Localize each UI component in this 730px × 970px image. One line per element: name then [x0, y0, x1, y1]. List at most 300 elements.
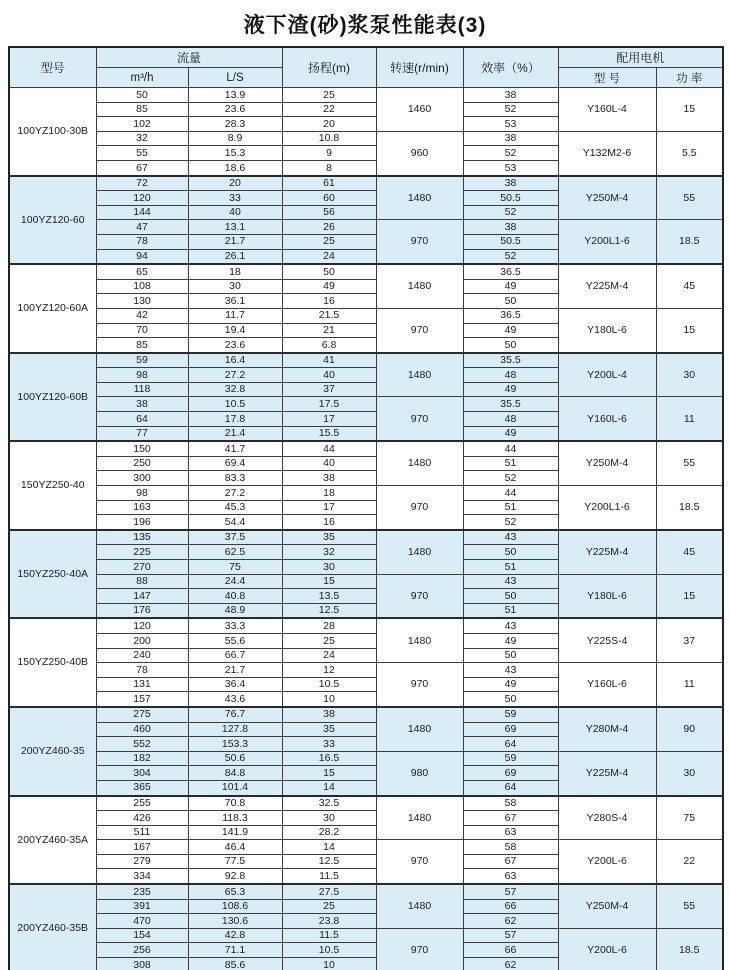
table-row — [9, 220, 723, 235]
cell-efficiency: 51 — [463, 456, 558, 471]
cell-flow-ls: 18 — [188, 264, 282, 279]
cell-speed: 970 — [376, 574, 463, 618]
cell-efficiency: 35.5 — [463, 397, 558, 412]
cell-flow-m3h: 275 — [96, 707, 188, 722]
cell-motor-power: 15 — [656, 308, 723, 352]
cell-head: 8 — [282, 160, 376, 175]
cell-head: 28.2 — [282, 825, 376, 840]
cell-flow-ls: 75 — [188, 560, 282, 575]
cell-motor-model: Y280M-4 — [558, 707, 656, 751]
header-row-1 — [9, 47, 723, 68]
cell-head: 12.5 — [282, 854, 376, 869]
cell-efficiency: 36.5 — [463, 308, 558, 323]
cell-flow-m3h: 144 — [96, 205, 188, 220]
cell-flow-ls: 21.4 — [188, 426, 282, 441]
cell-efficiency: 50 — [463, 692, 558, 707]
cell-head: 16.5 — [282, 751, 376, 766]
cell-flow-m3h: 235 — [96, 884, 188, 899]
cell-flow-ls: 55.6 — [188, 633, 282, 648]
cell-head: 35 — [282, 530, 376, 545]
cell-flow-m3h: 47 — [96, 220, 188, 235]
cell-flow-ls: 69.4 — [188, 456, 282, 471]
table-row — [9, 707, 723, 722]
cell-flow-m3h: 38 — [96, 397, 188, 412]
col-header-motor-power: 功 率 — [656, 68, 723, 88]
cell-efficiency: 52 — [463, 471, 558, 486]
cell-flow-m3h: 308 — [96, 958, 188, 970]
cell-efficiency: 69 — [463, 766, 558, 781]
cell-flow-m3h: 72 — [96, 176, 188, 191]
cell-flow-m3h: 50 — [96, 88, 188, 103]
col-header-motor-model: 型 号 — [558, 68, 656, 88]
cell-motor-power: 18.5 — [656, 486, 723, 530]
cell-flow-ls: 70.8 — [188, 796, 282, 811]
cell-head: 10.8 — [282, 131, 376, 146]
cell-head: 6.8 — [282, 338, 376, 353]
cell-head: 15.5 — [282, 426, 376, 441]
cell-flow-ls: 41.7 — [188, 441, 282, 456]
cell-efficiency: 50.5 — [463, 191, 558, 206]
cell-efficiency: 66 — [463, 899, 558, 914]
cell-motor-model: Y160L-6 — [558, 663, 656, 707]
cell-speed: 970 — [376, 486, 463, 530]
cell-flow-m3h: 108 — [96, 279, 188, 294]
cell-flow-m3h: 426 — [96, 811, 188, 826]
col-header-flow-m3h: m³/h — [96, 68, 188, 88]
cell-head: 18 — [282, 486, 376, 501]
cell-flow-m3h: 552 — [96, 737, 188, 752]
table-row — [9, 397, 723, 412]
cell-efficiency: 43 — [463, 663, 558, 678]
cell-flow-ls: 36.4 — [188, 677, 282, 692]
cell-flow-m3h: 154 — [96, 928, 188, 943]
cell-flow-ls: 141.9 — [188, 825, 282, 840]
table-body — [9, 88, 723, 970]
cell-speed: 1480 — [376, 707, 463, 751]
cell-efficiency: 49 — [463, 633, 558, 648]
col-header-flow: 流量 — [96, 47, 282, 68]
cell-efficiency: 52 — [463, 102, 558, 117]
cell-efficiency: 49 — [463, 382, 558, 397]
cell-efficiency: 52 — [463, 205, 558, 220]
cell-head: 56 — [282, 205, 376, 220]
cell-head: 22 — [282, 102, 376, 117]
cell-efficiency: 53 — [463, 160, 558, 175]
cell-flow-ls: 127.8 — [188, 722, 282, 737]
cell-motor-model: Y250M-4 — [558, 176, 656, 220]
cell-flow-m3h: 391 — [96, 899, 188, 914]
cell-efficiency: 66 — [463, 943, 558, 958]
cell-head: 10 — [282, 692, 376, 707]
cell-flow-m3h: 64 — [96, 412, 188, 427]
cell-efficiency: 49 — [463, 279, 558, 294]
cell-head: 21 — [282, 323, 376, 338]
cell-efficiency: 48 — [463, 412, 558, 427]
table-row — [9, 486, 723, 501]
cell-head: 38 — [282, 471, 376, 486]
cell-speed: 1480 — [376, 264, 463, 308]
cell-flow-m3h: 256 — [96, 943, 188, 958]
cell-speed: 1480 — [376, 884, 463, 928]
cell-efficiency: 58 — [463, 840, 558, 855]
cell-flow-m3h: 196 — [96, 515, 188, 530]
cell-speed: 1480 — [376, 530, 463, 574]
cell-motor-power: 45 — [656, 264, 723, 308]
cell-flow-ls: 43.6 — [188, 692, 282, 707]
cell-flow-m3h: 334 — [96, 869, 188, 884]
cell-efficiency: 62 — [463, 958, 558, 970]
cell-motor-model: Y160L-4 — [558, 88, 656, 132]
cell-head: 13.5 — [282, 589, 376, 604]
cell-speed: 1480 — [376, 441, 463, 485]
table-row — [9, 176, 723, 191]
cell-flow-m3h: 167 — [96, 840, 188, 855]
cell-motor-power: 15 — [656, 574, 723, 618]
cell-flow-ls: 21.7 — [188, 234, 282, 249]
cell-flow-ls: 24.4 — [188, 574, 282, 589]
cell-head: 17 — [282, 412, 376, 427]
col-header-motor: 配用电机 — [558, 47, 723, 68]
cell-efficiency: 38 — [463, 220, 558, 235]
cell-motor-power: 90 — [656, 707, 723, 751]
col-header-model: 型号 — [9, 47, 96, 88]
cell-efficiency: 59 — [463, 707, 558, 722]
cell-motor-model: Y180L-6 — [558, 308, 656, 352]
cell-flow-m3h: 163 — [96, 500, 188, 515]
cell-flow-ls: 77.5 — [188, 854, 282, 869]
cell-motor-model: Y132M2-6 — [558, 131, 656, 175]
cell-flow-ls: 66.7 — [188, 648, 282, 663]
cell-head: 17.5 — [282, 397, 376, 412]
cell-flow-ls: 101.4 — [188, 780, 282, 795]
cell-efficiency: 50 — [463, 545, 558, 560]
cell-efficiency: 38 — [463, 131, 558, 146]
cell-speed: 970 — [376, 663, 463, 707]
col-header-head: 扬程(m) — [282, 47, 376, 88]
cell-motor-power: 37 — [656, 618, 723, 662]
cell-head: 35 — [282, 722, 376, 737]
table-row — [9, 618, 723, 633]
cell-head: 50 — [282, 264, 376, 279]
cell-speed: 970 — [376, 220, 463, 264]
cell-efficiency: 57 — [463, 928, 558, 943]
cell-efficiency: 49 — [463, 426, 558, 441]
cell-flow-ls: 83.3 — [188, 471, 282, 486]
table-row — [9, 663, 723, 678]
table-row — [9, 530, 723, 545]
cell-speed: 1460 — [376, 88, 463, 132]
cell-flow-ls: 37.5 — [188, 530, 282, 545]
cell-flow-m3h: 120 — [96, 191, 188, 206]
table-row — [9, 928, 723, 943]
cell-motor-power: 22 — [656, 840, 723, 884]
cell-head: 44 — [282, 441, 376, 456]
cell-head: 40 — [282, 368, 376, 383]
cell-flow-m3h: 300 — [96, 471, 188, 486]
cell-head: 15 — [282, 766, 376, 781]
cell-flow-m3h: 250 — [96, 456, 188, 471]
cell-pump-model: 200YZ460-35B — [9, 884, 96, 970]
cell-motor-model: Y180L-6 — [558, 574, 656, 618]
cell-flow-m3h: 460 — [96, 722, 188, 737]
cell-head: 32.5 — [282, 796, 376, 811]
cell-head: 11.5 — [282, 869, 376, 884]
cell-flow-ls: 23.6 — [188, 338, 282, 353]
cell-head: 25 — [282, 633, 376, 648]
cell-flow-m3h: 42 — [96, 308, 188, 323]
cell-efficiency: 64 — [463, 780, 558, 795]
cell-flow-m3h: 470 — [96, 914, 188, 929]
cell-motor-model: Y250M-4 — [558, 884, 656, 928]
cell-efficiency: 64 — [463, 737, 558, 752]
table-row — [9, 441, 723, 456]
cell-efficiency: 50 — [463, 648, 558, 663]
cell-head: 26 — [282, 220, 376, 235]
page-title: 液下渣(砂)浆泵性能表(3) — [243, 14, 487, 37]
cell-flow-ls: 13.9 — [188, 88, 282, 103]
cell-motor-power: 55 — [656, 441, 723, 485]
cell-motor-power: 15 — [656, 88, 723, 132]
cell-flow-m3h: 200 — [96, 633, 188, 648]
cell-motor-power: 55 — [656, 176, 723, 220]
cell-head: 41 — [282, 353, 376, 368]
cell-efficiency: 38 — [463, 88, 558, 103]
cell-efficiency: 67 — [463, 811, 558, 826]
cell-pump-model: 100YZ120-60B — [9, 353, 96, 442]
cell-efficiency: 63 — [463, 825, 558, 840]
cell-flow-m3h: 65 — [96, 264, 188, 279]
cell-flow-ls: 27.2 — [188, 368, 282, 383]
cell-head: 49 — [282, 279, 376, 294]
cell-pump-model: 150YZ250-40A — [9, 530, 96, 619]
cell-efficiency: 62 — [463, 914, 558, 929]
cell-speed: 1480 — [376, 353, 463, 397]
cell-efficiency: 51 — [463, 500, 558, 515]
cell-head: 30 — [282, 811, 376, 826]
table-row — [9, 88, 723, 103]
cell-flow-ls: 27.2 — [188, 486, 282, 501]
cell-efficiency: 36.5 — [463, 264, 558, 279]
cell-motor-model: Y200L1-6 — [558, 486, 656, 530]
cell-flow-ls: 50.6 — [188, 751, 282, 766]
cell-efficiency: 44 — [463, 486, 558, 501]
col-header-flow-ls: L/S — [188, 68, 282, 88]
cell-flow-ls: 118.3 — [188, 811, 282, 826]
cell-efficiency: 48 — [463, 368, 558, 383]
cell-head: 27.5 — [282, 884, 376, 899]
cell-flow-m3h: 32 — [96, 131, 188, 146]
cell-efficiency: 50 — [463, 589, 558, 604]
cell-flow-ls: 40.8 — [188, 589, 282, 604]
cell-motor-model: Y200L-4 — [558, 353, 656, 397]
cell-flow-m3h: 150 — [96, 441, 188, 456]
cell-motor-power: 11 — [656, 663, 723, 707]
cell-head: 24 — [282, 648, 376, 663]
cell-motor-model: Y160L-6 — [558, 397, 656, 441]
cell-head: 14 — [282, 780, 376, 795]
cell-efficiency: 49 — [463, 677, 558, 692]
cell-motor-power: 55 — [656, 884, 723, 928]
cell-motor-model: Y225M-4 — [558, 530, 656, 574]
cell-flow-ls: 10.5 — [188, 397, 282, 412]
cell-flow-ls: 62.5 — [188, 545, 282, 560]
cell-flow-m3h: 131 — [96, 677, 188, 692]
cell-flow-m3h: 88 — [96, 574, 188, 589]
cell-efficiency: 51 — [463, 560, 558, 575]
cell-flow-m3h: 240 — [96, 648, 188, 663]
cell-motor-model: Y250M-4 — [558, 441, 656, 485]
cell-flow-ls: 20 — [188, 176, 282, 191]
cell-head: 16 — [282, 294, 376, 309]
cell-motor-power: 30 — [656, 353, 723, 397]
cell-efficiency: 52 — [463, 249, 558, 264]
table-row — [9, 796, 723, 811]
cell-flow-ls: 33 — [188, 191, 282, 206]
cell-efficiency: 57 — [463, 884, 558, 899]
cell-flow-m3h: 77 — [96, 426, 188, 441]
cell-head: 60 — [282, 191, 376, 206]
cell-efficiency: 49 — [463, 323, 558, 338]
cell-flow-m3h: 85 — [96, 338, 188, 353]
cell-flow-ls: 48.9 — [188, 603, 282, 618]
cell-motor-model: Y225S-4 — [558, 618, 656, 662]
cell-speed: 960 — [376, 131, 463, 175]
table-row — [9, 353, 723, 368]
cell-head: 21.5 — [282, 308, 376, 323]
cell-head: 24 — [282, 249, 376, 264]
cell-speed: 970 — [376, 928, 463, 970]
cell-efficiency: 67 — [463, 854, 558, 869]
cell-flow-m3h: 120 — [96, 618, 188, 633]
table-row — [9, 131, 723, 146]
cell-pump-model: 100YZ120-60 — [9, 176, 96, 265]
pump-performance-table — [8, 46, 724, 970]
cell-motor-power: 18.5 — [656, 928, 723, 970]
cell-head: 25 — [282, 234, 376, 249]
table-row — [9, 751, 723, 766]
table-row — [9, 264, 723, 279]
cell-flow-ls: 23.6 — [188, 102, 282, 117]
cell-efficiency: 58 — [463, 796, 558, 811]
cell-motor-power: 45 — [656, 530, 723, 574]
cell-motor-model: Y225M-4 — [558, 264, 656, 308]
cell-head: 17 — [282, 500, 376, 515]
cell-efficiency: 50 — [463, 294, 558, 309]
cell-head: 32 — [282, 545, 376, 560]
cell-efficiency: 52 — [463, 515, 558, 530]
cell-flow-m3h: 85 — [96, 102, 188, 117]
cell-flow-m3h: 98 — [96, 486, 188, 501]
cell-flow-ls: 17.8 — [188, 412, 282, 427]
cell-flow-m3h: 304 — [96, 766, 188, 781]
cell-flow-ls: 30 — [188, 279, 282, 294]
cell-speed: 970 — [376, 397, 463, 441]
cell-head: 25 — [282, 88, 376, 103]
cell-speed: 1480 — [376, 796, 463, 840]
cell-flow-m3h: 78 — [96, 234, 188, 249]
cell-efficiency: 52 — [463, 146, 558, 161]
cell-flow-ls: 71.1 — [188, 943, 282, 958]
cell-flow-ls: 40 — [188, 205, 282, 220]
cell-head: 23.8 — [282, 914, 376, 929]
cell-head: 20 — [282, 117, 376, 132]
col-header-efficiency: 效率（%） — [463, 47, 558, 88]
cell-head: 30 — [282, 560, 376, 575]
cell-motor-model: Y280S-4 — [558, 796, 656, 840]
cell-motor-power: 5.5 — [656, 131, 723, 175]
cell-flow-m3h: 102 — [96, 117, 188, 132]
cell-flow-ls: 108.6 — [188, 899, 282, 914]
cell-flow-ls: 32.8 — [188, 382, 282, 397]
cell-efficiency: 38 — [463, 176, 558, 191]
cell-motor-model: Y200L-6 — [558, 840, 656, 884]
cell-flow-ls: 92.8 — [188, 869, 282, 884]
cell-head: 33 — [282, 737, 376, 752]
cell-head: 12.5 — [282, 603, 376, 618]
cell-flow-m3h: 225 — [96, 545, 188, 560]
cell-flow-ls: 26.1 — [188, 249, 282, 264]
cell-pump-model: 150YZ250-40B — [9, 618, 96, 707]
col-header-speed: 转速(r/min) — [376, 47, 463, 88]
cell-flow-m3h: 59 — [96, 353, 188, 368]
cell-head: 40 — [282, 456, 376, 471]
cell-flow-m3h: 157 — [96, 692, 188, 707]
cell-flow-m3h: 182 — [96, 751, 188, 766]
cell-pump-model: 200YZ460-35A — [9, 796, 96, 885]
cell-pump-model: 200YZ460-35 — [9, 707, 96, 796]
cell-flow-m3h: 118 — [96, 382, 188, 397]
cell-efficiency: 50 — [463, 338, 558, 353]
cell-efficiency: 53 — [463, 117, 558, 132]
cell-head: 9 — [282, 146, 376, 161]
cell-flow-ls: 45.3 — [188, 500, 282, 515]
cell-flow-ls: 13.1 — [188, 220, 282, 235]
cell-flow-m3h: 147 — [96, 589, 188, 604]
cell-head: 15 — [282, 574, 376, 589]
cell-flow-ls: 36.1 — [188, 294, 282, 309]
cell-efficiency: 43 — [463, 530, 558, 545]
cell-flow-ls: 54.4 — [188, 515, 282, 530]
cell-speed: 1480 — [376, 176, 463, 220]
cell-flow-ls: 46.4 — [188, 840, 282, 855]
cell-efficiency: 43 — [463, 574, 558, 589]
table-row — [9, 840, 723, 855]
cell-efficiency: 69 — [463, 722, 558, 737]
cell-flow-m3h: 70 — [96, 323, 188, 338]
cell-flow-m3h: 255 — [96, 796, 188, 811]
cell-head: 12 — [282, 663, 376, 678]
cell-efficiency: 35.5 — [463, 353, 558, 368]
cell-efficiency: 63 — [463, 869, 558, 884]
cell-head: 28 — [282, 618, 376, 633]
cell-motor-power: 30 — [656, 751, 723, 795]
cell-motor-power: 75 — [656, 796, 723, 840]
cell-flow-ls: 76.7 — [188, 707, 282, 722]
cell-flow-ls: 42.8 — [188, 928, 282, 943]
table-row — [9, 308, 723, 323]
cell-efficiency: 50.5 — [463, 234, 558, 249]
cell-flow-m3h: 98 — [96, 368, 188, 383]
cell-flow-ls: 65.3 — [188, 884, 282, 899]
cell-head: 38 — [282, 707, 376, 722]
cell-flow-m3h: 94 — [96, 249, 188, 264]
cell-speed: 970 — [376, 308, 463, 352]
cell-head: 10.5 — [282, 677, 376, 692]
cell-flow-ls: 28.3 — [188, 117, 282, 132]
cell-flow-ls: 18.6 — [188, 160, 282, 175]
table-row — [9, 884, 723, 899]
cell-flow-ls: 85.6 — [188, 958, 282, 970]
